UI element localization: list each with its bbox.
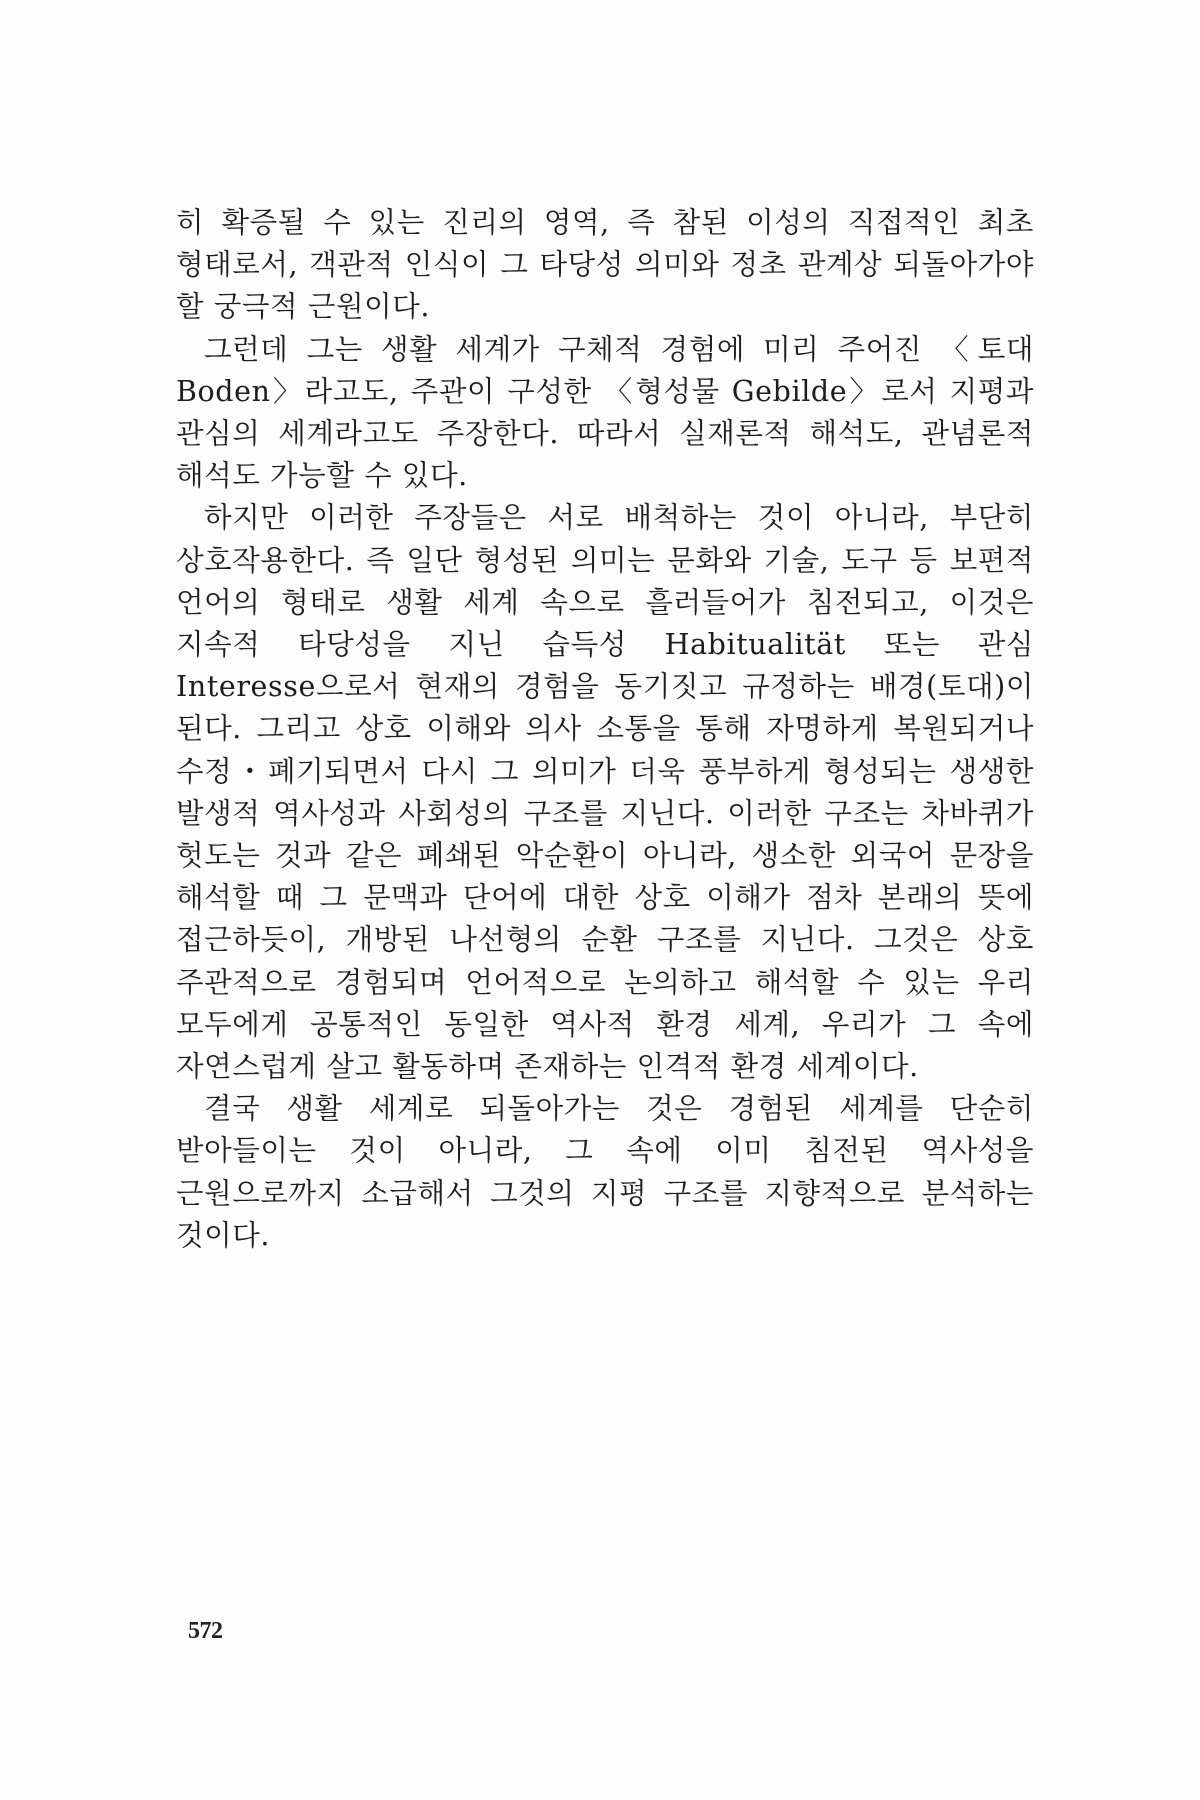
- paragraph: 그런데 그는 생활 세계가 구체적 경험에 미리 주어진 〈토대 Boden〉라고도, 주관이 구성한 〈형성물 Gebilde〉로서 지평과 관심의 세계라고도 주장한다. 따라서 실재론적 해석도, 관념론적 해석도 가능할 수 있다.: [176, 332, 1034, 493]
- paragraph-continued: 히 확증될 수 있는 진리의 영역, 즉 참된 이성의 직접적인 최초 형태로서, 객관적 인식이 그 타당성 의미와 정초 관계상 되돌아가야 할 궁극적 근원이다.: [176, 206, 1034, 324]
- page-number: 572: [188, 1618, 223, 1644]
- paragraph: 하지만 이러한 주장들은 서로 배척하는 것이 아니라, 부단히 상호작용한다. 즉 일단 형성된 의미는 문화와 기술, 도구 등 보편적 언어의 형태로 생활 세계 속으로 흘러들어가 침전되고, 이것은 지속적 타당성을 지닌 습득성 Habitualität 또는 관심 Interesse으로서 현재의 경험을 동기짓고 규정하는 배경(토대)이 된다. 그리고 상호 이해와 의사 소통을 통해 자명하게 복원되거나 수정・폐기되면서 다시 그 의미가 더욱 풍부하게 형성되는 생생한 발생적 역사성과 사회성의 구조를 지닌다. 이러한 구조는 차바퀴가 헛도는 것과 같은 폐쇄된 악순환이 아니라, 생소한 외국어 문장을 해석할 때 그 문맥과 단어에 대한 상호 이해가 점차 본래의 뜻에 접근하듯이, 개방된 나선형의 순환 구조를 지닌다. 그것은 상호 주관적으로 경험되며 언어적으로 논의하고 해석할 수 있는 우리 모두에게 공통적인 동일한 역사적 환경 세계, 우리가 그 속에 자연스럽게 살고 활동하며 존재하는 인격적 환경 세계이다.: [176, 501, 1034, 1084]
- paragraph: 결국 생활 세계로 되돌아가는 것은 경험된 세계를 단순히 받아들이는 것이 아니라, 그 속에 이미 침전된 역사성을 근원으로까지 소급해서 그것의 지평 구조를 지향적으로 분석하는 것이다.: [176, 1092, 1034, 1252]
- body-text: [176, 202, 1034, 1257]
